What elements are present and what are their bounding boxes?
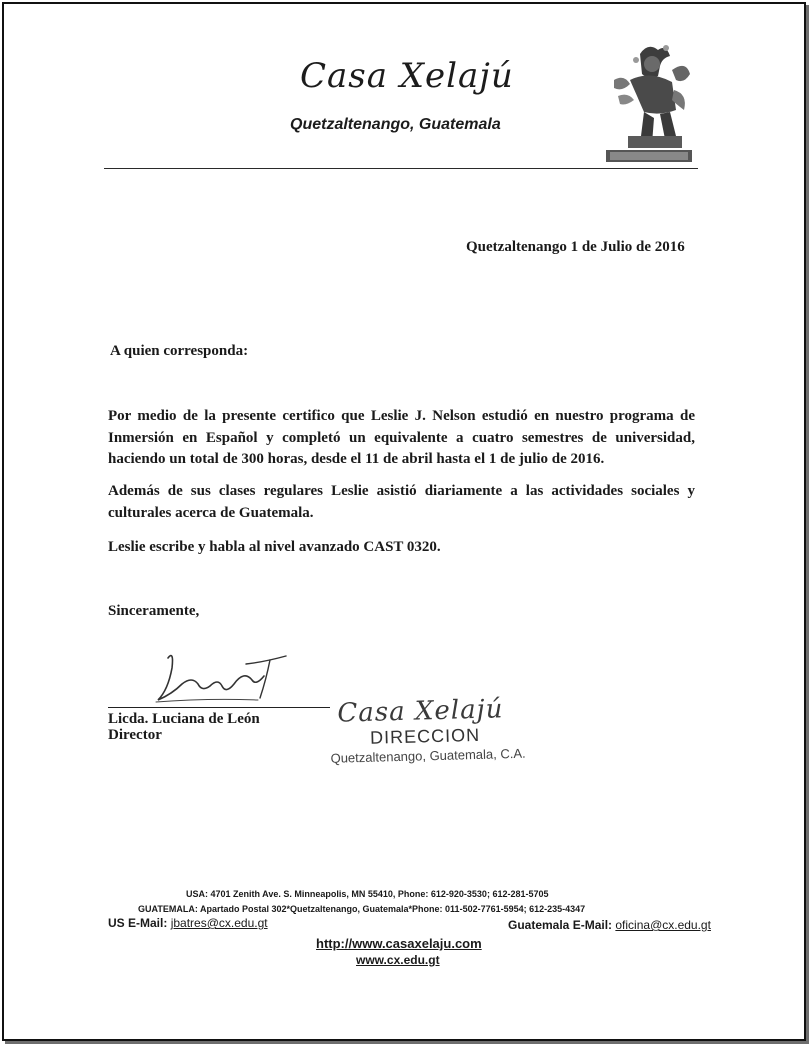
body-paragraph: Además de sus clases regulares Leslie asistió diariamente a las actividades sociales y culturales acerca de Guatemala. — [108, 483, 695, 521]
us-email-link[interactable]: jbatres@cx.edu.gt — [170, 916, 268, 930]
stamp-location: Quetzaltenango, Guatemala, C.A. — [330, 745, 526, 766]
signer-name: Licda. Luciana de León — [108, 711, 260, 727]
signature-line — [108, 707, 330, 708]
letterhead-name: Casa Xelajú — [300, 56, 514, 96]
official-stamp — [325, 693, 551, 775]
stamp-department: DIRECCION — [369, 724, 481, 748]
letter-date: Quetzaltenango 1 de Julio de 2016 — [466, 239, 685, 255]
body-paragraph: Por medio de la presente certifico que Leslie J. Nelson estudió en nuestro programa de Inmersión en Español y completó un equivalente a cuatro semestres de universidad, haciendo un total de 300 horas, desde el 11 de abril hasta el 1 de julio de 2016. — [108, 408, 695, 467]
mayan-figure-logo-icon — [600, 40, 696, 166]
handwritten-signature-icon — [148, 640, 298, 708]
us-email-label: US E-Mail: — [108, 916, 168, 930]
guatemala-email-label: Guatemala E-Mail: — [508, 918, 613, 932]
stamp-name: Casa Xelajú — [337, 694, 504, 729]
letterhead-divider — [104, 168, 698, 169]
letterhead-city: Quetzaltenango, Guatemala — [290, 116, 501, 133]
signer-title: Director — [108, 727, 162, 743]
footer-guatemala-address: GUATEMALA: Apartado Postal 302*Quetzaltenango, Guatemala*Phone: 011-502-7761-5954; 612-235-4347 — [138, 904, 586, 914]
body-paragraph: Leslie escribe y habla al nivel avanzado CAST 0320. — [108, 539, 441, 555]
website-link[interactable]: http://www.casaxelaju.com — [316, 936, 482, 951]
website-link-secondary[interactable]: www.cx.edu.gt — [356, 953, 440, 967]
closing: Sinceramente, — [108, 603, 200, 619]
footer-usa-address: USA: 4701 Zenith Ave. S. Minneapolis, MN 55410, Phone: 612-920-3530; 612-281-5705 — [186, 889, 549, 899]
guatemala-email-link[interactable]: oficina@cx.edu.gt — [615, 918, 711, 932]
salutation: A quien corresponda: — [110, 343, 249, 359]
footer-guatemala-email — [508, 918, 711, 932]
footer-us-email — [108, 916, 268, 930]
